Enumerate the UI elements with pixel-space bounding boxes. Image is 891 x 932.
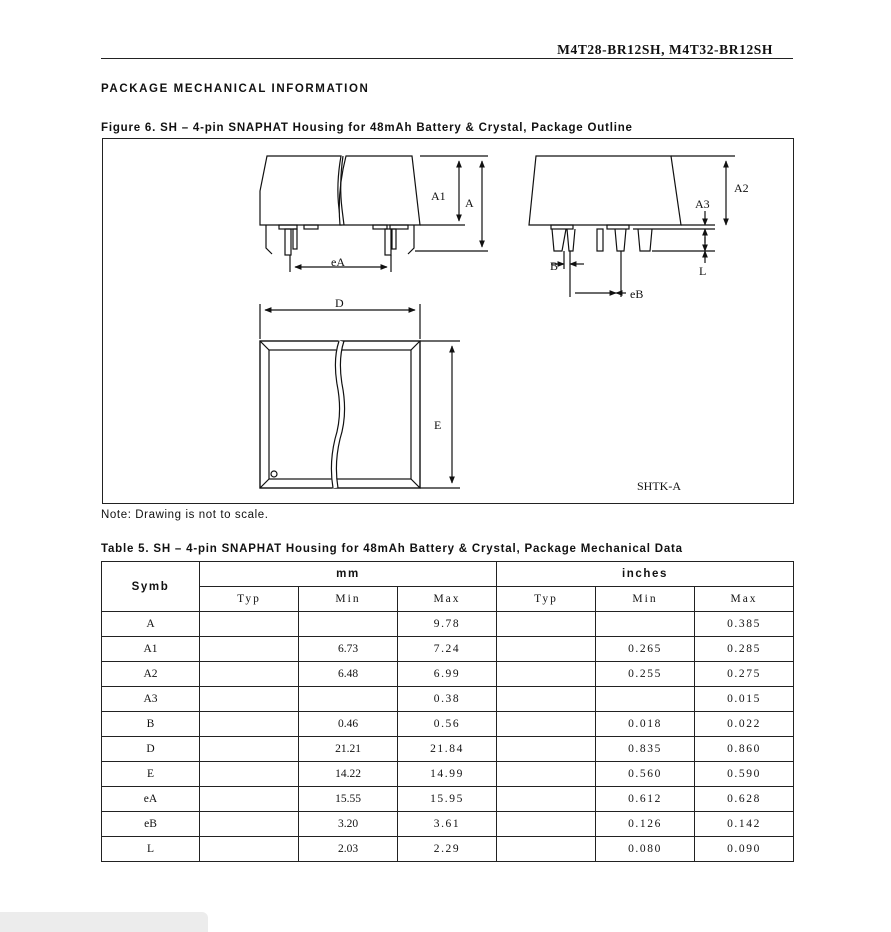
in-min-header: Min <box>596 587 695 612</box>
symb-header: Symb <box>102 562 200 612</box>
cell-symb: D <box>102 737 200 762</box>
label-a2: A2 <box>734 181 749 195</box>
cell-in-min: 0.612 <box>596 787 695 812</box>
cell-mm-typ <box>200 662 299 687</box>
cell-in-typ <box>497 612 596 637</box>
cell-in-max: 0.142 <box>695 812 794 837</box>
cell-mm-max: 0.56 <box>398 712 497 737</box>
table-header-row <box>102 562 794 587</box>
table-row <box>102 612 794 637</box>
table-row <box>102 737 794 762</box>
mm-header: mm <box>200 562 497 587</box>
cell-mm-typ <box>200 637 299 662</box>
in-typ-header: Typ <box>497 587 596 612</box>
cell-in-min: 0.265 <box>596 637 695 662</box>
cell-mm-min: 14.22 <box>299 762 398 787</box>
cell-mm-typ <box>200 612 299 637</box>
cell-in-min: 0.835 <box>596 737 695 762</box>
cell-in-min <box>596 612 695 637</box>
cell-symb: A3 <box>102 687 200 712</box>
mechanical-data-table <box>101 561 794 862</box>
top-view <box>260 304 460 488</box>
cell-symb: eB <box>102 812 200 837</box>
cell-mm-max: 3.61 <box>398 812 497 837</box>
cell-in-typ <box>497 637 596 662</box>
cell-symb: eA <box>102 787 200 812</box>
cell-symb: A1 <box>102 637 200 662</box>
section-title: PACKAGE MECHANICAL INFORMATION <box>101 83 370 95</box>
label-ea: eA <box>331 255 345 269</box>
cell-in-max: 0.860 <box>695 737 794 762</box>
label-a: A <box>465 196 474 210</box>
cell-mm-typ <box>200 837 299 862</box>
cell-mm-min: 15.55 <box>299 787 398 812</box>
cell-in-typ <box>497 662 596 687</box>
cell-mm-typ <box>200 687 299 712</box>
label-e: E <box>434 418 442 432</box>
side-view-left <box>260 156 488 272</box>
label-eb: eB <box>630 287 644 301</box>
cell-mm-max: 0.38 <box>398 687 497 712</box>
cell-in-typ <box>497 837 596 862</box>
cell-in-typ <box>497 762 596 787</box>
cell-symb: A <box>102 612 200 637</box>
package-outline-drawing <box>103 139 793 503</box>
cell-mm-typ <box>200 712 299 737</box>
label-a3: A3 <box>695 197 710 211</box>
label-a1: A1 <box>431 189 446 203</box>
cell-in-max: 0.628 <box>695 787 794 812</box>
table-row <box>102 762 794 787</box>
cell-mm-typ <box>200 737 299 762</box>
drawing-code: SHTK-A <box>637 479 681 493</box>
table-caption: Table 5. SH – 4-pin SNAPHAT Housing for 48mAh Battery & Crystal, Package Mechanical Data <box>101 543 683 555</box>
cell-mm-max: 7.24 <box>398 637 497 662</box>
cell-symb: A2 <box>102 662 200 687</box>
cell-in-min: 0.018 <box>596 712 695 737</box>
drawing-note: Note: Drawing is not to scale. <box>101 509 269 521</box>
cell-mm-min: 0.46 <box>299 712 398 737</box>
cell-in-min: 0.255 <box>596 662 695 687</box>
cell-mm-min: 2.03 <box>299 837 398 862</box>
cell-symb: L <box>102 837 200 862</box>
cell-mm-min: 21.21 <box>299 737 398 762</box>
bottom-scroll-area <box>0 912 208 932</box>
cell-symb: E <box>102 762 200 787</box>
table-row <box>102 812 794 837</box>
cell-in-typ <box>497 687 596 712</box>
cell-in-max: 0.090 <box>695 837 794 862</box>
cell-mm-min <box>299 612 398 637</box>
table-row <box>102 687 794 712</box>
cell-in-min: 0.560 <box>596 762 695 787</box>
document-header-title: M4T28-BR12SH, M4T32-BR12SH <box>557 42 773 57</box>
cell-mm-typ <box>200 787 299 812</box>
cell-mm-max: 9.78 <box>398 612 497 637</box>
cell-in-max: 0.022 <box>695 712 794 737</box>
table-row <box>102 662 794 687</box>
cell-in-max: 0.285 <box>695 637 794 662</box>
cell-mm-max: 15.95 <box>398 787 497 812</box>
cell-in-typ <box>497 737 596 762</box>
label-d: D <box>335 296 344 310</box>
cell-mm-min: 3.20 <box>299 812 398 837</box>
package-outline-figure <box>102 138 794 504</box>
header-rule <box>101 58 793 59</box>
label-l: L <box>699 264 707 278</box>
cell-in-typ <box>497 812 596 837</box>
cell-symb: B <box>102 712 200 737</box>
cell-mm-max: 14.99 <box>398 762 497 787</box>
mm-max-header: Max <box>398 587 497 612</box>
cell-mm-min <box>299 687 398 712</box>
cell-mm-max: 2.29 <box>398 837 497 862</box>
cell-in-typ <box>497 712 596 737</box>
mm-min-header: Min <box>299 587 398 612</box>
cell-in-max: 0.015 <box>695 687 794 712</box>
label-b: B <box>550 259 559 273</box>
table-row <box>102 787 794 812</box>
figure-caption: Figure 6. SH – 4-pin SNAPHAT Housing for 48mAh Battery & Crystal, Package Outline <box>101 122 633 134</box>
cell-mm-min: 6.73 <box>299 637 398 662</box>
cell-in-min: 0.080 <box>596 837 695 862</box>
in-max-header: Max <box>695 587 794 612</box>
cell-in-max: 0.275 <box>695 662 794 687</box>
cell-in-max: 0.385 <box>695 612 794 637</box>
table-row <box>102 837 794 862</box>
cell-in-max: 0.590 <box>695 762 794 787</box>
inches-header: inches <box>497 562 794 587</box>
cell-in-min: 0.126 <box>596 812 695 837</box>
cell-mm-typ <box>200 812 299 837</box>
table-subheader-row <box>102 587 794 612</box>
cell-mm-typ <box>200 762 299 787</box>
table-row <box>102 712 794 737</box>
cell-mm-min: 6.48 <box>299 662 398 687</box>
cell-in-typ <box>497 787 596 812</box>
cell-mm-max: 6.99 <box>398 662 497 687</box>
mm-typ-header: Typ <box>200 587 299 612</box>
table-row <box>102 637 794 662</box>
cell-in-min <box>596 687 695 712</box>
cell-mm-max: 21.84 <box>398 737 497 762</box>
